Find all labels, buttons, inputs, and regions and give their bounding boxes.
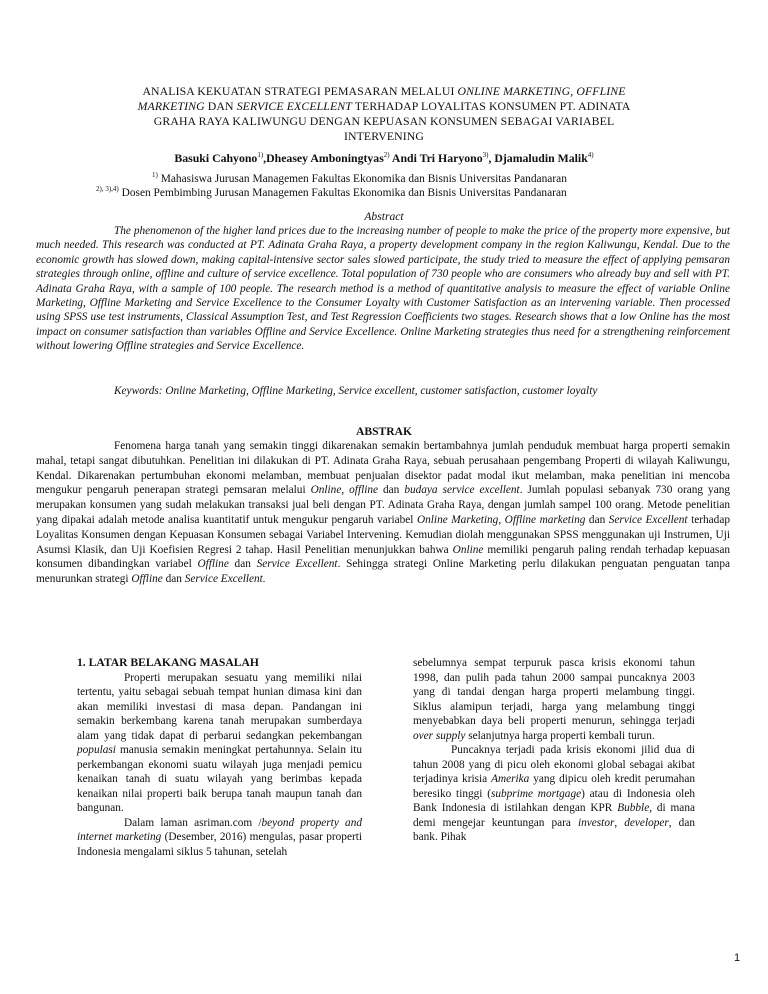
- author-name: Andi Tri Haryono: [389, 151, 483, 165]
- affiliation-student: $^{1)}$ Mahasiswa Jurusan Managemen Fakultas Ekonomika dan Bisnis Universitas Pandanaran: [152, 171, 567, 185]
- author-name: , Djamaludin Malik: [488, 151, 588, 165]
- section-heading: 1. LATAR BELAKANG MASALAH: [77, 656, 259, 669]
- author-list: Basuki Cahyono$^{1)}$,Dheasey Amboningtyas$^{2)}$ Andi Tri Haryono$^{3)}$, Djamaludin Malik$^{4)}$: [174, 151, 594, 165]
- page-number: 1: [734, 952, 741, 964]
- abstract-keywords: Keywords: Online Marketing, Offline Marketing, Service excellent, customer satisfaction, customer loyalty: [114, 385, 598, 397]
- body-paragraph: sebelumnya sempat terpuruk pasca krisis ekonomi tahun 1998, dan pulih pada tahun 2000 sampai puncaknya 2003 yang di tandai dengan harga properti melambung tinggi. Siklus alamipun terjadi, harga yang melambung tinggi menyebabkan daya beli properti menurun, sehingga terjadi over supply selanjutnya harga properti kembali turun.: [413, 657, 695, 742]
- abstrak-body: Fenomena harga tanah yang semakin tinggi dikarenakan semakin bertambahnya jumlah penduduk membuat harga properti semakin mahal, tetapi sangat dibutuhkan. Penelitian ini dilakukan di PT. Adinata Graha Raya, sebuah perusahaan pengembang Properti di wilayah Kaliwungu, Kendal. Dikarenakan pertumbuhan ekonomi melamban, membuat penjualan disektor padat modal ikut melamban, maka penelitian ini mencoba mengukur pengaruh penerapan strategi pemsaran melalui Online, offline dan budaya service excellent. Jumlah populasi sebanyak 730 orang yang merupakan konsumen yang sudah melakukan transaksi jual beli dengan PT. Adinata Graha Raya, dengan jumlah sampel 100 orang. Metode penelitian yang dipakai adalah metode analisa kuantitatif untuk mengukur pengaruh variabel Online Marketing, Offline marketing dan Service Excellent terhadap Loyalitas Konsumen dengan Kepuasan Konsumen sebagai Variabel Intervening. Kemudian diolah menggunakan SPSS menggunakan uji Instrumen, Uji Asumsi Klasik, dan Uji Koefisien Regresi 2 tahap. Hasil Penelitian menunjukkan bahwa Online memiliki pengaruh paling rendah terhadap kepuasan konsumen dibandingkan variabel Offline dan Service Excellent. Sehingga strategi Online Marketing perlu dilakukan penguatan penguatan tanpa menurunkan strategi Offline dan Service Excellent.: [36, 440, 731, 586]
- abstract-body: The phenomenon of the higher land prices due to the increasing number of people to make the price of the property more expensive, but much needed. This research was conducted at PT. Adinata Graha Raya, a property development company in the region Kaliwungu, Kendal. Due to the economic growth has slowed down, making capital-intensive sector sales slowed participate, the study tried to measure the effect of applying pemsaran strategies through online, offline and culture of service excellence. Total population of 730 people who are consumers who already buy and sell with PT. Adinata Graha Raya, with a sample of 100 people. The research method is a method of quantitative analysis to measure the effect of variable Online Marketing, Offline Marketing and Service Excellence to the Consumer Loyalty with Customer Satisfaction as an intervening variable. Then processed using SPSS use test instruments, Classical Assumption Test, and Test Regression Coefficients two stages. Research shows that a low Online has the most impact on consumer satisfaction than variables Offline and Service Excellence. Online Marketing strategies thus need for a strengthening reinforcement without lowering Offline strategies and Service Excellence.: [36, 225, 730, 353]
- body-paragraph: Puncaknya terjadi pada krisis ekonomi jilid dua di tahun 2008 yang di picu oleh ekonomi global sebagai akibat terjadinya krisia Amerika yang dipicu oleh kredit perumahan beresiko tinggi (subprime mortgage) atau di Indonesia oleh Bank Indonesia di istilahkan dengan KPR Bubble, di mana demi mengejar keuntungan para investor, developer, dan bank. Pihak: [413, 744, 695, 843]
- body-paragraph: Properti merupakan sesuatu yang memiliki nilai tertentu, yaitu sebagai sebuah tempat hunian dimasa kini dan akan memiliki investasi di masa depan. Pandangan ini semakin berkembang karena tanah merupakan sumberdaya alam yang tidak dapat di perbarui sedangkan pekembangan populasi manusia semakin meningkat pertahunnya. Selain itu perkembangan ekonomi suatu wilayah juga menjadi pemicu kenaikan tanah di suatu wilayah yang berimbas kepada kenaikan nilai properti baik berupa tanah maupun tanah dan bangunan.: [77, 671, 362, 814]
- body-column-left: [77, 656, 362, 859]
- abstract-heading: Abstract: [364, 210, 404, 223]
- body-paragraph: Dalam laman asriman.com /beyond property and internet marketing (Desember, 2016) mengulas, pasar properti Indonesia mengalami siklus 5 tahunan, setelah: [77, 816, 362, 858]
- body-column-right: [413, 656, 695, 845]
- author-name: Basuki Cahyono: [174, 151, 258, 165]
- paper-title: ANALISA KEKUATAN STRATEGI PEMASARAN MELALUI ONLINE MARKETING, OFFLINE MARKETING DAN SERVICE EXCELLENT TERHADAP LOYALITAS KONSUMEN PT. ADINATA GRAHA RAYA KALIWUNGU DENGAN KEPUASAN KONSUMEN SEBAGAI VARIABEL INTERVENING: [137, 84, 631, 143]
- affiliation-supervisors: $^{2), 3),4)}$ Dosen Pembimbing Jurusan Managemen Fakultas Ekonomika dan Bisnis Universitas Pandanaran: [96, 185, 567, 199]
- author-name: ,Dheasey Amboningtyas: [263, 151, 384, 165]
- abstrak-heading: ABSTRAK: [355, 425, 413, 438]
